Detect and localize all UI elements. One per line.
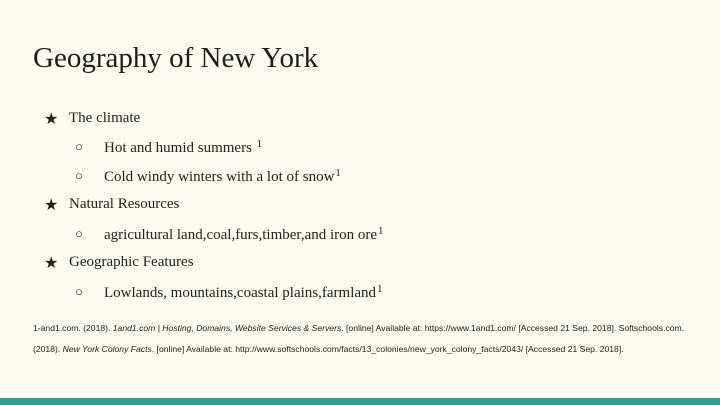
sub-bullet-label	[104, 167, 341, 186]
footnote-ref: 1	[378, 225, 384, 237]
star-bullet-icon: ★	[44, 255, 59, 272]
star-bullet-icon: ★	[44, 197, 59, 214]
circle-bullet-icon: ○	[75, 284, 83, 299]
star-bullet-icon: ★	[44, 111, 59, 128]
sub-bullet-text: agricultural land,coal,furs,timber,and iron ore	[104, 227, 378, 243]
bullet-label: The climate	[69, 110, 141, 126]
circle-bullet-icon: ○	[75, 226, 83, 241]
references	[33, 318, 705, 360]
sub-bullet-label	[104, 283, 383, 302]
sub-bullet-label	[104, 225, 384, 244]
ref1-suffix: . [online] Available at: https://www.1and1.com/ [Accessed 21 Sep. 2018]. Softschools.com. (2018).	[33, 323, 685, 354]
ref1-prefix: 1-and1.com. (2018).	[33, 323, 113, 333]
sub-bullet-text: Lowlands, mountains,coastal plains,farmland	[104, 285, 377, 301]
ref1-title: 1and1.com | Hosting, Domains, Website Services & Servers	[112, 323, 342, 333]
circle-bullet-icon: ○	[75, 139, 83, 154]
circle-bullet-icon: ○	[75, 168, 83, 183]
footnote-ref: 1	[256, 138, 263, 150]
slide-title: Geography of New York	[33, 42, 319, 74]
sub-bullet-text: Hot and humid summers	[104, 140, 256, 156]
ref2-suffix: . [online] Available at: http://www.softschools.com/facts/13_colonies/new_york_colony_facts/2043/ [Accessed 21 Sep. 2018].	[151, 344, 624, 354]
sub-bullet-label	[104, 138, 262, 157]
footnote-ref: 1	[377, 283, 383, 295]
sub-bullet-text: Cold windy winters with a lot of snow	[104, 169, 335, 185]
ref2-title: New York Colony Facts	[62, 344, 152, 354]
footnote-ref: 1	[335, 167, 341, 179]
bottom-accent-bar	[0, 398, 720, 405]
bullet-label: Geographic Features	[69, 254, 194, 270]
bullet-label: Natural Resources	[69, 196, 180, 212]
